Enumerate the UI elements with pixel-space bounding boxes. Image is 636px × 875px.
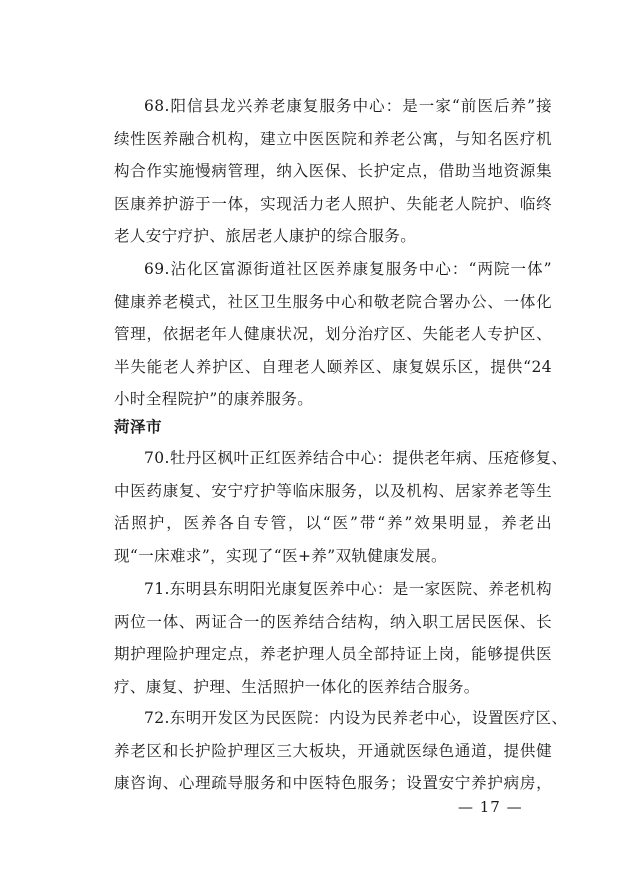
paragraph-68 bbox=[114, 90, 552, 253]
text-line: 71.东明县东明阳光康复医养中心：是一家医院、养老机构 bbox=[144, 580, 552, 598]
text-line: 医康养护游于一体，实现活力老人照护、失能老人院护、临终 bbox=[114, 194, 552, 213]
section-heading: 菏泽市 bbox=[114, 418, 163, 436]
text-line: 中医药康复、安宁疗护等临床服务，以及机构、居家养老等生 bbox=[114, 481, 552, 500]
text-line: 疗、康复、护理、生活照护一体化的医养结合服务。 bbox=[114, 677, 480, 696]
text-line: 活照护，医养各自专管，以“医”带“养”效果明显，养老出 bbox=[114, 514, 552, 533]
text-line: 69.沾化区富源街道社区医养康复服务中心：“两院一体” bbox=[144, 260, 552, 278]
text-line: 半失能老人养护区、自理老人颐养区、康复娱乐区，提供“24 bbox=[114, 357, 552, 376]
text-line: 70.牡丹区枫叶正红医养结合中心：提供老年病、压疮修复、 bbox=[144, 449, 568, 467]
paragraph-71 bbox=[114, 573, 552, 703]
text-line: 续性医养融合机构，建立中医医院和养老公寓，与知名医疗机 bbox=[114, 129, 552, 148]
text-line: 健康养老模式，社区卫生服务中心和敬老院合署办公、一体化 bbox=[114, 292, 552, 311]
text-line: 小时全程院护”的康养服务。 bbox=[114, 390, 314, 409]
text-line: 康咨询、心理疏导服务和中医特色服务；设置安宁养护病房， bbox=[114, 774, 552, 793]
page-number: — 17 — bbox=[458, 798, 523, 816]
text-line: 构合作实施慢病管理，纳入医保、长护定点，借助当地资源集 bbox=[114, 162, 552, 181]
text-line: 现“一床难求”，实现了“医+养”双轨健康发展。 bbox=[114, 546, 447, 565]
text-line: 期护理险护理定点，养老护理人员全部持证上岗，能够提供医 bbox=[114, 645, 552, 664]
paragraph-72 bbox=[114, 702, 568, 800]
text-line: 养老区和长护险护理区三大板块，开通就医绿色通道，提供健 bbox=[114, 741, 552, 760]
text-line: 68.阳信县龙兴养老康复服务中心：是一家“前医后养”接 bbox=[144, 97, 552, 115]
text-line: 老人安宁疗护、旅居老人康护的综合服务。 bbox=[114, 227, 417, 246]
text-line: 管理，依据老年人健康状况，划分治疗区、失能老人专护区、 bbox=[114, 325, 552, 344]
text-line: 72.东明开发区为民医院：内设为民养老中心，设置医疗区、 bbox=[144, 709, 568, 727]
text-line: 两位一体、两证合一的医养结合结构，纳入职工居民医保、长 bbox=[114, 612, 552, 631]
paragraph-69 bbox=[114, 253, 552, 416]
paragraph-70 bbox=[114, 442, 568, 572]
